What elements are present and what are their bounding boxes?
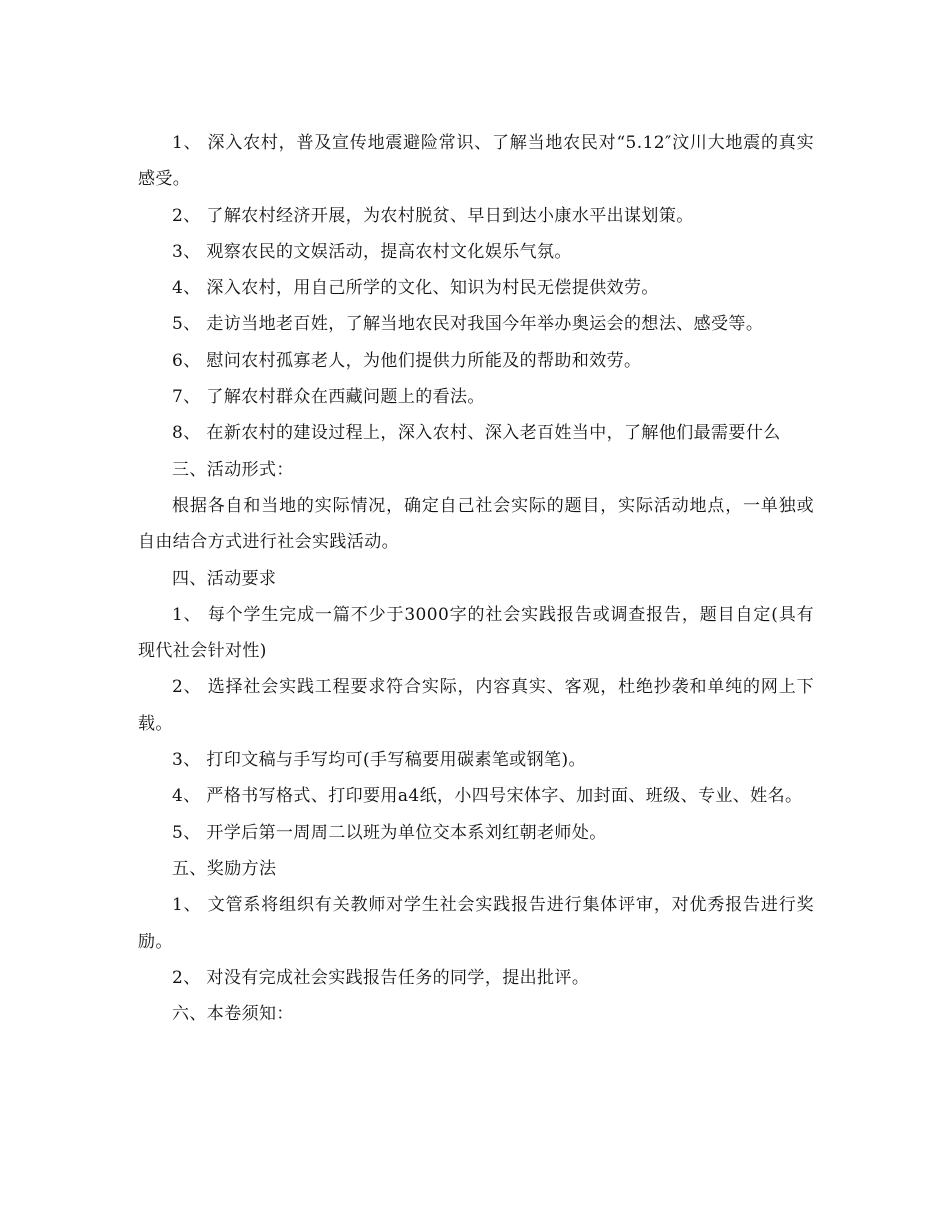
paragraph-item-4: 4、 深入农村，用自己所学的文化、知识为村民无偿提供效劳。: [172, 278, 659, 299]
section-heading-notes: 六、本卷须知：: [172, 1004, 294, 1025]
requirement-item-1: 1、 每个学生完成一篇不少于3000字的社会实践报告或调查报告，题目自定(具有现代社会针对性): [138, 604, 814, 662]
section-heading-rewards: 五、奖励方法: [172, 858, 277, 879]
paragraph-item-6: 6、 慰问农村孤寡老人，为他们提供力所能及的帮助和效劳。: [172, 350, 642, 371]
requirement-item-2: 2、 选择社会实践工程要求符合实际，内容真实、客观，杜绝抄袭和单纯的网上下载。: [138, 677, 814, 734]
reward-item-1: 1、 文管系将组织有关教师对学生社会实践报告进行集体评审，对优秀报告进行奖励。: [138, 895, 814, 952]
requirement-item-4: 4、 严格书写格式、打印要用a4纸，小四号宋体字、加封面、班级、专业、姓名。: [172, 786, 803, 807]
paragraph-item-3: 3、 观察农民的文娱活动，提高农村文化娱乐气氛。: [172, 241, 572, 262]
activity-form-paragraph: 根据各自和当地的实际情况，确定自己社会实际的题目，实际活动地点，一单独或自由结合方式进行社会实践活动。: [138, 495, 814, 553]
paragraph-item-5: 5、 走访当地老百姓，了解当地农民对我国今年举办奥运会的想法、感受等。: [172, 314, 764, 335]
requirement-item-3: 3、 打印文稿与手写均可(手写稿要用碳素笔或钢笔)。: [172, 750, 586, 771]
paragraph-item-7: 7、 了解农村群众在西藏问题上的看法。: [172, 387, 485, 408]
section-heading-activity-form: 三、活动形式：: [172, 459, 294, 480]
section-heading-requirements: 四、活动要求: [172, 568, 277, 589]
paragraph-item-8: 8、 在新农村的建设过程上，深入农村、深入老百姓当中，了解他们最需要什么: [172, 423, 781, 444]
document-body: [138, 125, 814, 1032]
paragraph-item-1: 1、 深入农村，普及宣传地震避险常识、了解当地农民对“5.12″汶川大地震的真实感受。: [138, 133, 814, 190]
requirement-item-5: 5、 开学后第一周周二以班为单位交本系刘红朝老师处。: [172, 822, 607, 843]
reward-item-2: 2、 对没有完成社会实践报告任务的同学，提出批评。: [172, 967, 590, 988]
paragraph-item-2: 2、 了解农村经济开展，为农村脱贫、早日到达小康水平出谋划策。: [172, 205, 694, 226]
